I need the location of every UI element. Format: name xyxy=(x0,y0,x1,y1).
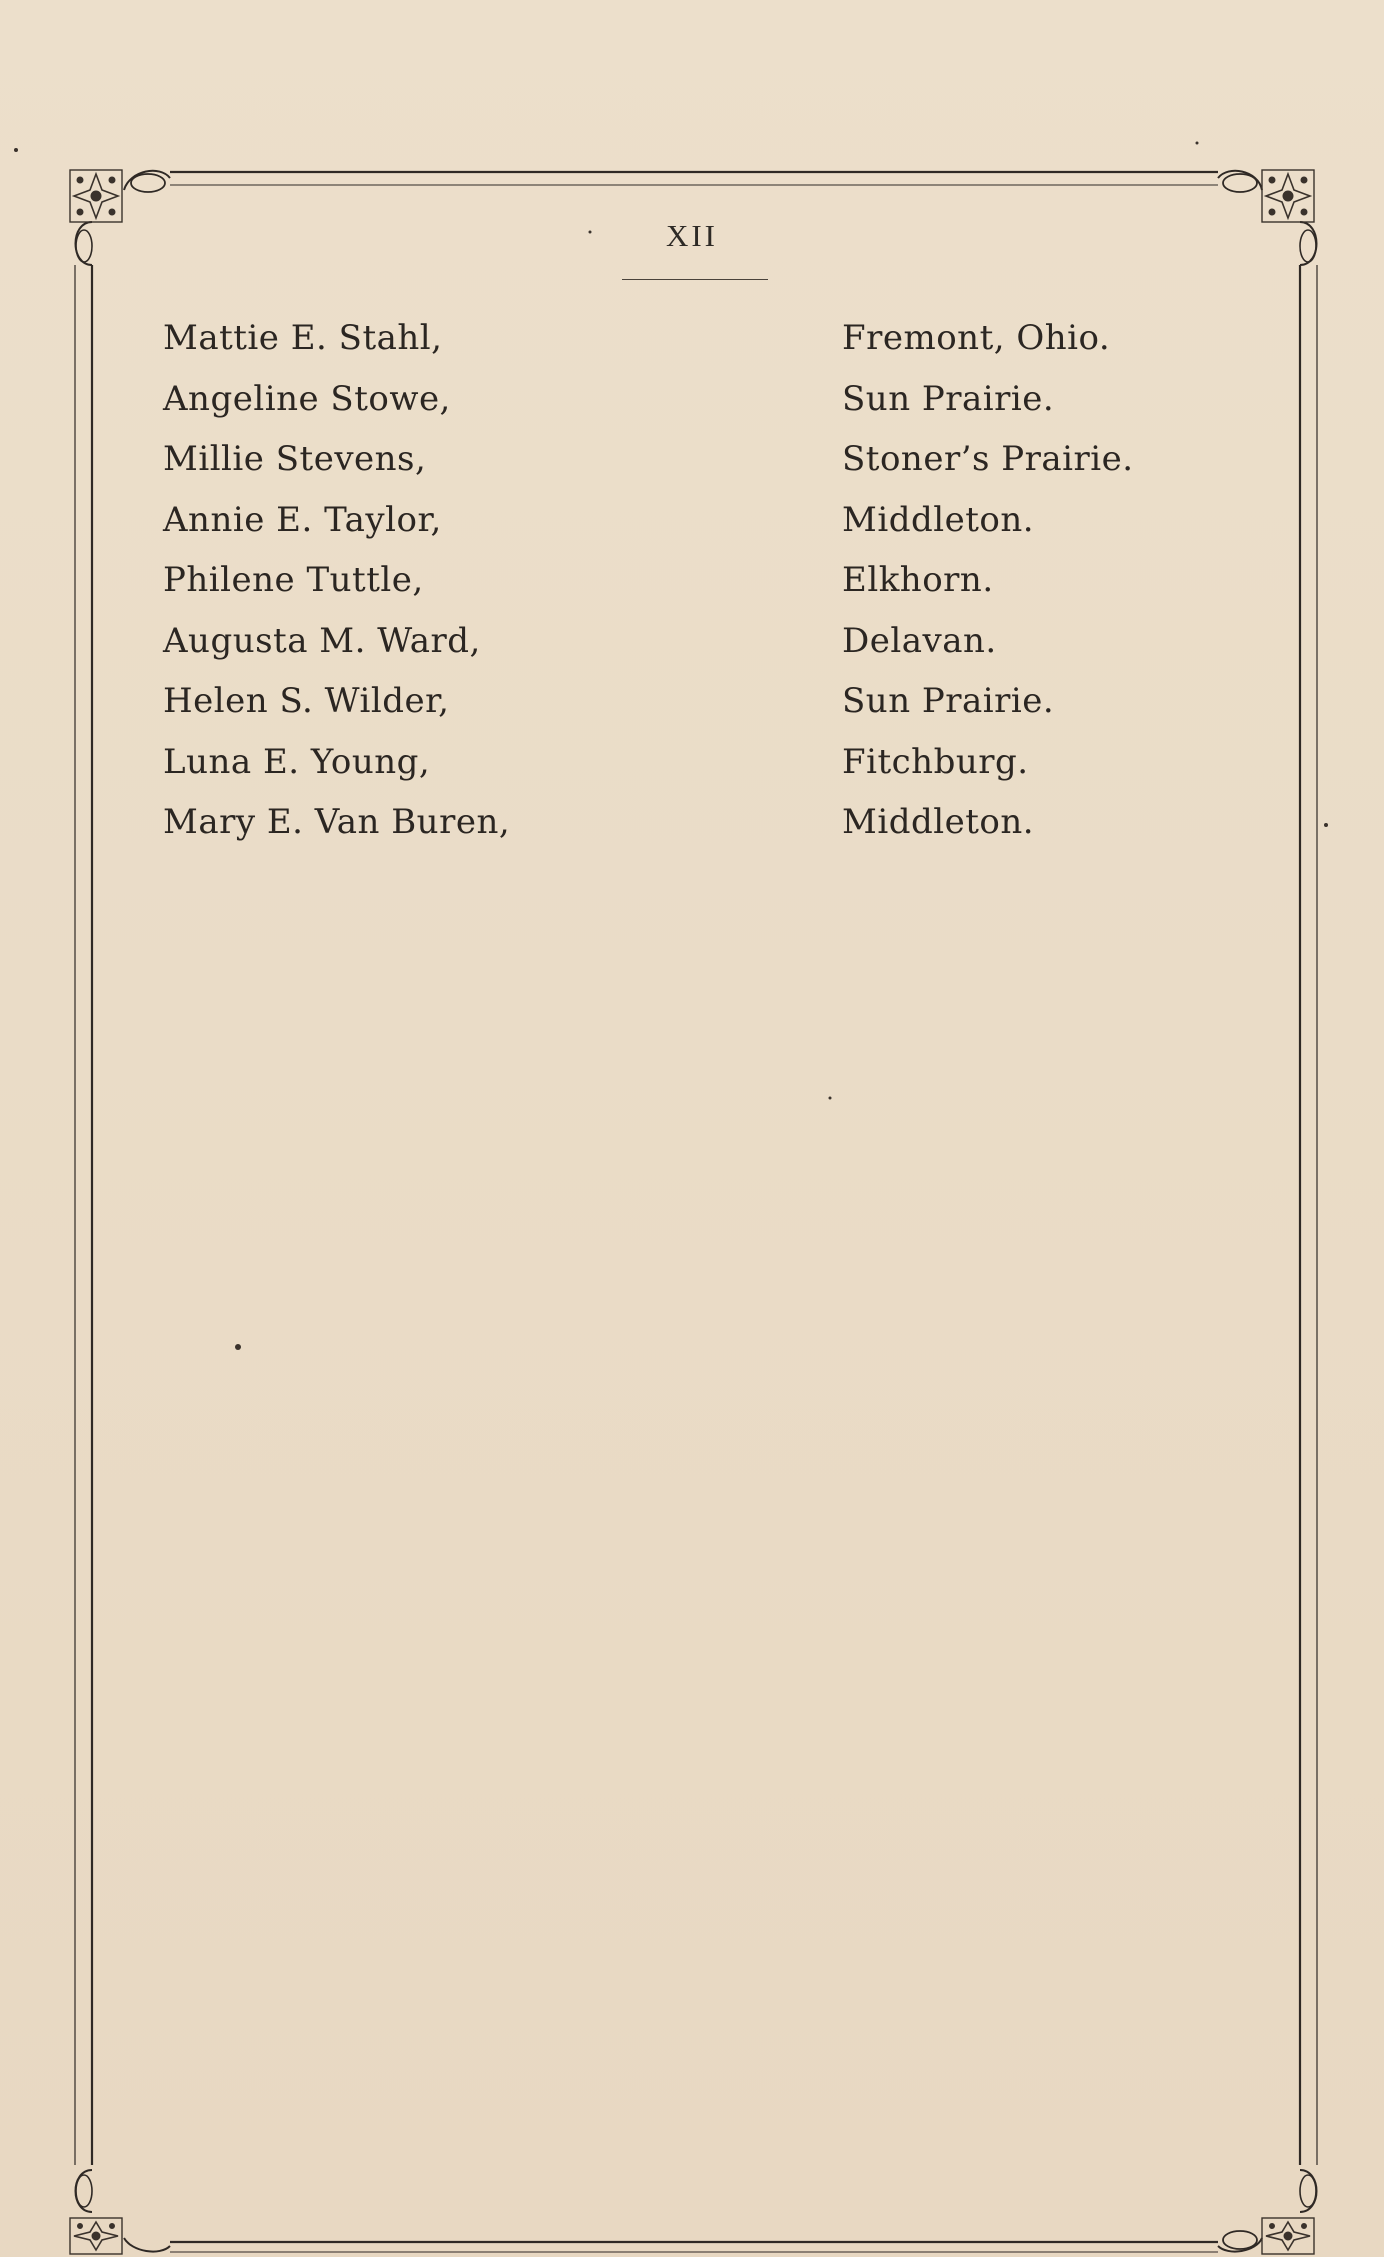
list-item xyxy=(0,318,1384,379)
person-name: Mary E. Van Buren, xyxy=(163,802,511,842)
person-name: Millie Stevens, xyxy=(163,439,427,479)
person-place: Fitchburg. xyxy=(842,741,1029,782)
name-place-list xyxy=(0,318,1384,863)
list-item xyxy=(0,560,1384,621)
person-name: Helen S. Wilder, xyxy=(163,681,450,721)
person-place: Stoner’s Prairie. xyxy=(842,439,1134,479)
person-name: Luna E. Young, xyxy=(163,741,431,782)
list-item xyxy=(0,439,1384,500)
list-item xyxy=(0,500,1384,561)
person-place: Middleton. xyxy=(842,499,1035,540)
person-name: Philene Tuttle, xyxy=(163,560,424,600)
person-place: Elkhorn. xyxy=(842,560,994,600)
person-place: Fremont, Ohio. xyxy=(842,318,1111,358)
list-item xyxy=(0,681,1384,742)
person-place: Delavan. xyxy=(842,620,997,661)
person-name: Mattie E. Stahl, xyxy=(163,318,443,358)
person-place: Sun Prairie. xyxy=(842,378,1055,419)
list-item xyxy=(0,802,1384,863)
person-place: Sun Prairie. xyxy=(842,681,1055,721)
page-number: XII xyxy=(665,218,719,253)
person-name: Annie E. Taylor, xyxy=(163,499,442,540)
header-rule xyxy=(622,279,768,280)
list-item xyxy=(0,621,1384,682)
person-name: Augusta M. Ward, xyxy=(163,620,481,661)
person-name: Angeline Stowe, xyxy=(163,378,451,419)
list-item xyxy=(0,742,1384,803)
list-item xyxy=(0,379,1384,440)
person-place: Middleton. xyxy=(842,802,1035,842)
